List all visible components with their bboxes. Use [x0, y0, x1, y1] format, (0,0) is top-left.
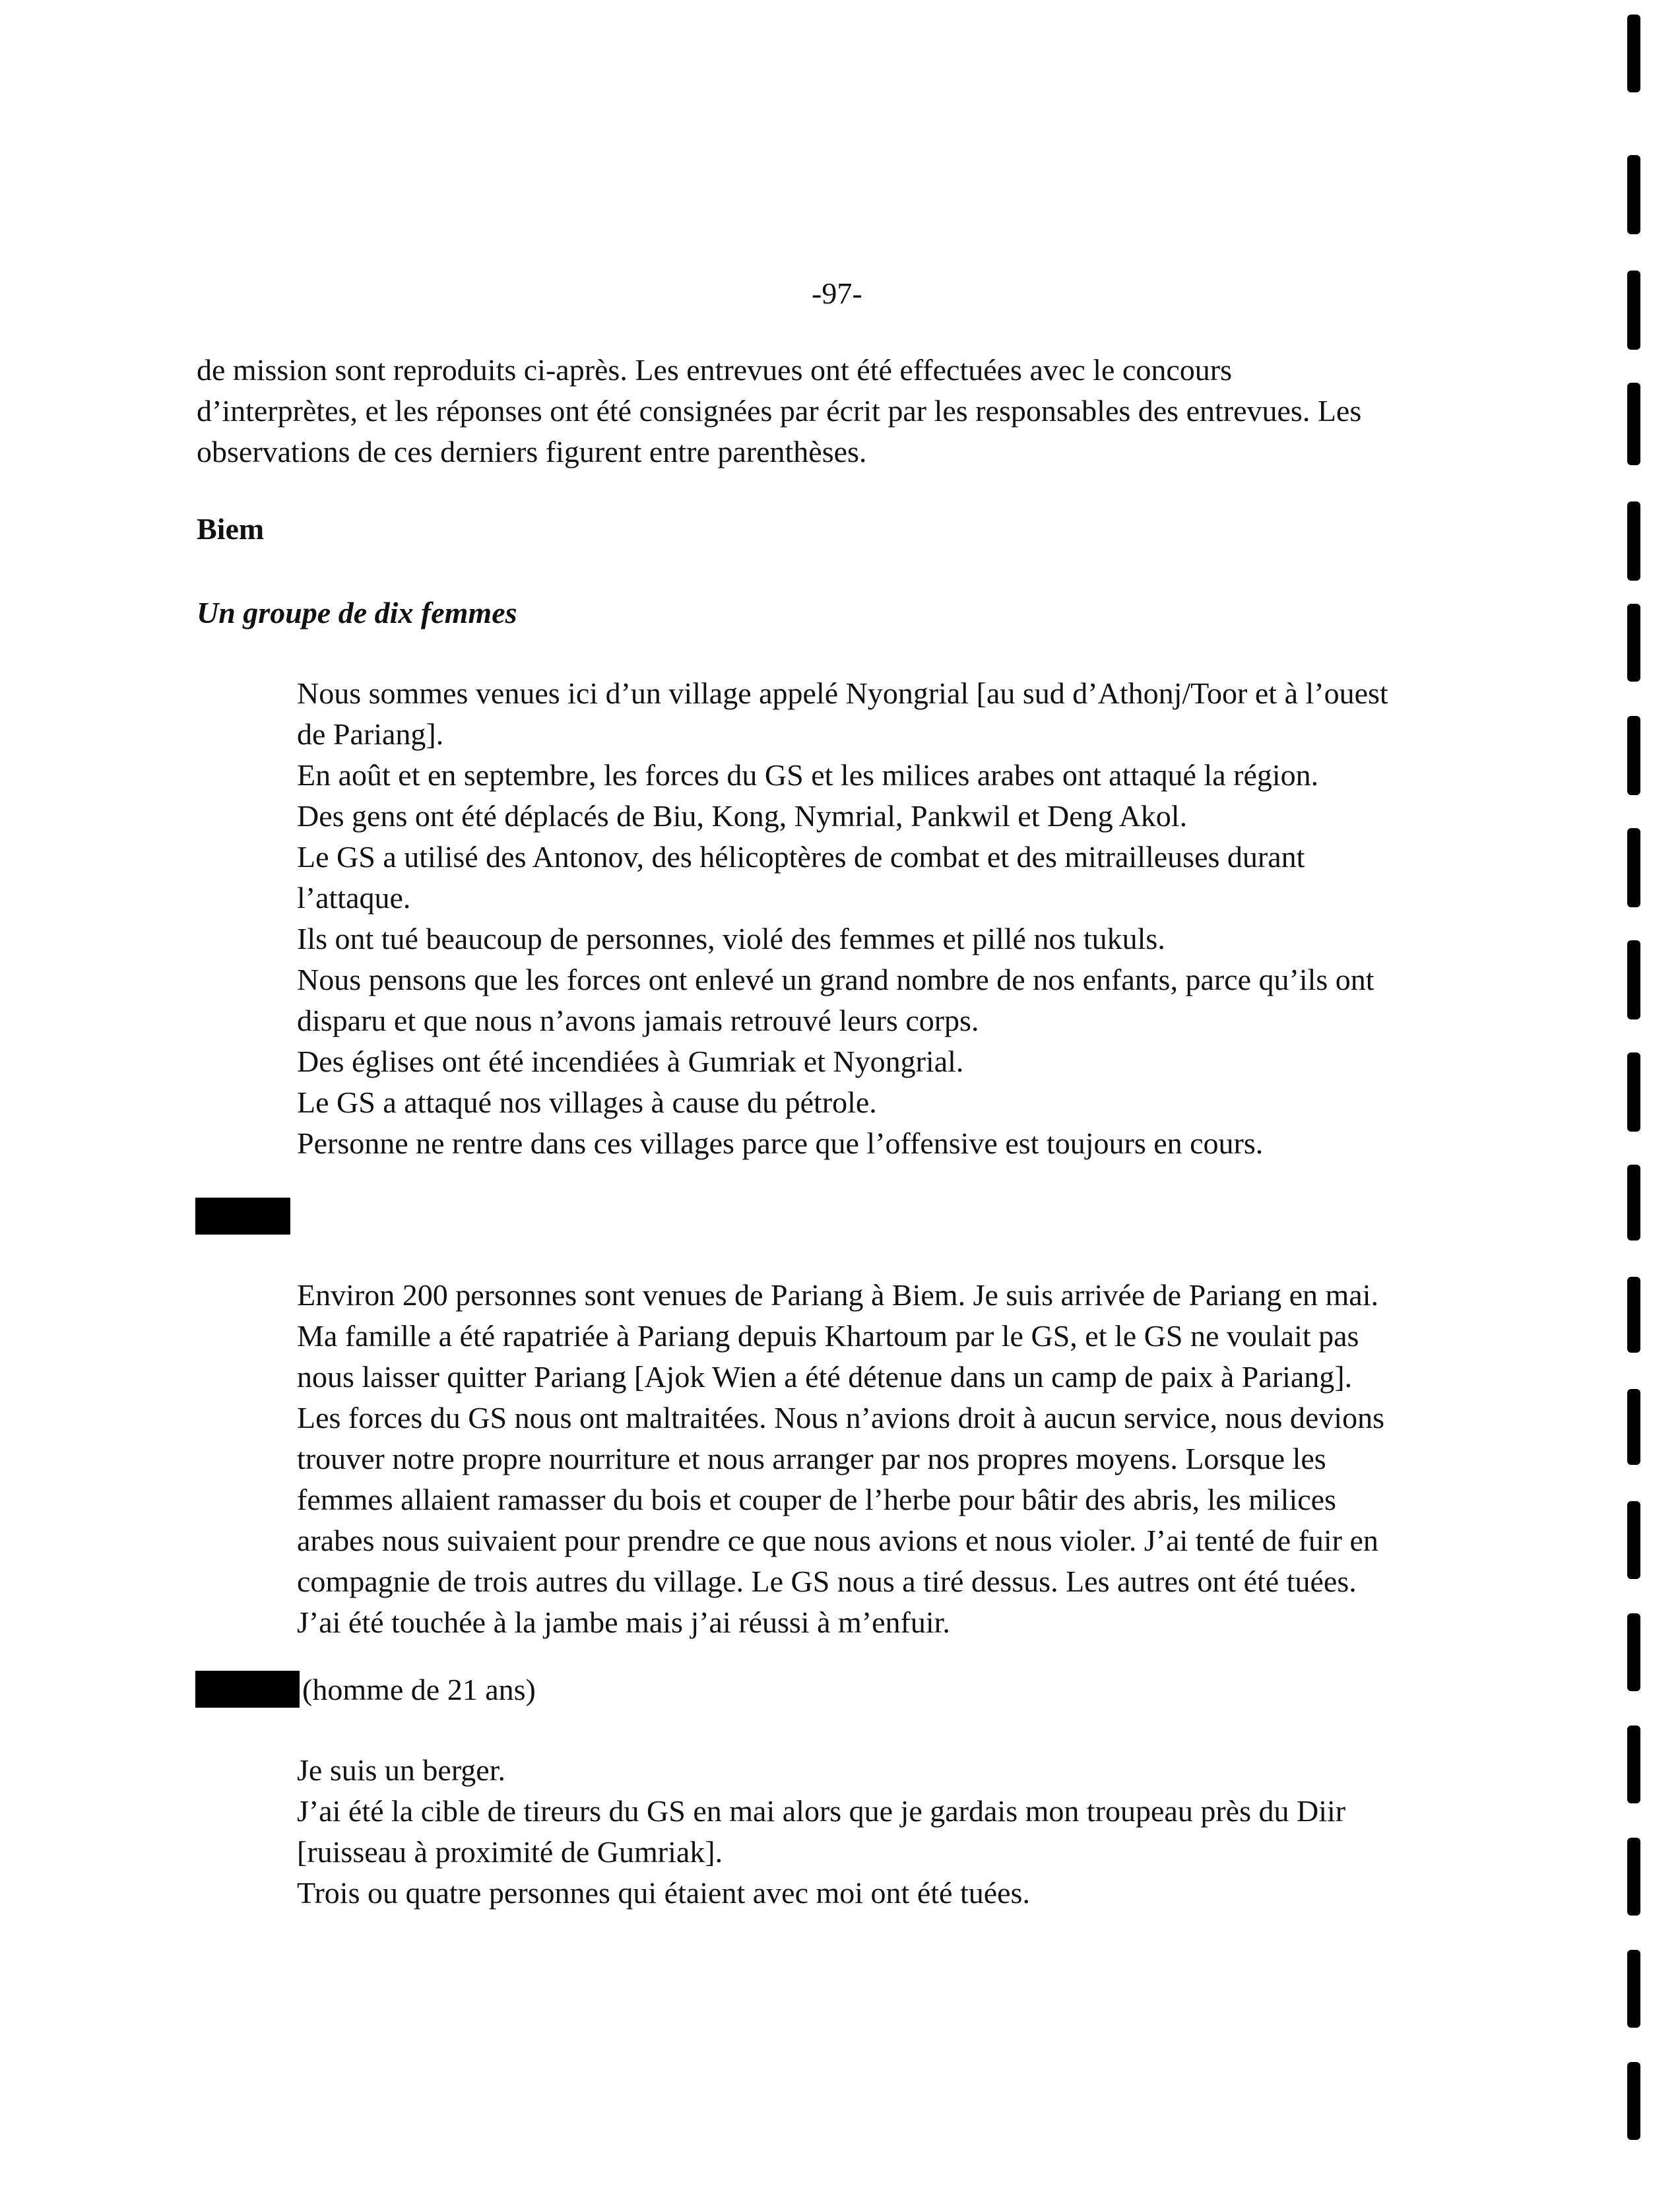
testimony-line: Des églises ont été incendiées à Gumriak et Nyongrial.: [297, 1045, 964, 1078]
binding-mark: [1627, 1613, 1640, 1691]
testimony-shepherd: [297, 1750, 1491, 1914]
binding-mark: [1627, 1277, 1640, 1353]
redacted-name: [195, 1198, 290, 1235]
testimony-line: Les forces du GS nous ont maltraitées. Nous n’avions droit à aucun service, nous devions: [297, 1401, 1384, 1435]
testimony-line: arabes nous suivaient pour prendre ce que nous avions et nous violer. J’ai tenté de fuir en: [297, 1524, 1378, 1557]
testimony-line: femmes allaient ramasser du bois et couper de l’herbe pour bâtir des abris, les milices: [297, 1483, 1336, 1516]
intro-line: d’interprètes, et les réponses ont été consignées par écrit par les responsables des entrevues. Les: [197, 394, 1362, 428]
testimony-line: [ruisseau à proximité de Gumriak].: [297, 1835, 723, 1869]
testimony-line: de Pariang].: [297, 717, 444, 751]
binding-mark: [1627, 1501, 1640, 1579]
intro-paragraph: [197, 350, 1503, 472]
testimony-line: l’attaque.: [297, 881, 411, 915]
binding-mark: [1627, 716, 1640, 795]
group-heading: Un groupe de dix femmes: [197, 596, 517, 629]
speaker-description: (homme de 21 ans): [302, 1672, 536, 1706]
binding-mark: [1627, 271, 1640, 350]
section-heading: Biem: [197, 512, 265, 546]
testimony-women-group: [297, 673, 1491, 1164]
binding-mark: [1627, 15, 1640, 92]
testimony-line: Ma famille a été rapatriée à Pariang depuis Khartoum par le GS, et le GS ne voulait pas: [297, 1319, 1359, 1353]
intro-line: observations de ces derniers figurent entre parenthèses.: [197, 435, 867, 468]
testimony-line: Ils ont tué beaucoup de personnes, violé des femmes et pillé nos tukuls.: [297, 922, 1165, 955]
testimony-line: Je suis un berger.: [297, 1753, 506, 1787]
intro-line: de mission sont reproduits ci-après. Les entrevues ont été effectuées avec le concours: [197, 353, 1232, 387]
binding-mark: [1627, 1052, 1640, 1132]
binding-mark: [1627, 1838, 1640, 1916]
binding-mark: [1627, 828, 1640, 907]
binding-mark: [1627, 1950, 1640, 2028]
binding-mark: [1627, 501, 1640, 581]
scan-binding-marks: [1588, 0, 1680, 2194]
testimony-line: Trois ou quatre personnes qui étaient avec moi ont été tuées.: [297, 1876, 1030, 1910]
testimony-line: J’ai été la cible de tireurs du GS en mai alors que je gardais mon troupeau près du Diir: [297, 1794, 1346, 1828]
page-number: -97-: [812, 276, 862, 310]
testimony-line: nous laisser quitter Pariang [Ajok Wien a été détenue dans un camp de paix à Pariang].: [297, 1360, 1353, 1394]
testimony-line: Nous sommes venues ici d’un village appelé Nyongrial [au sud d’Athonj/Toor et à l’ouest: [297, 676, 1388, 710]
testimony-line: En août et en septembre, les forces du GS et les milices arabes ont attaqué la région.: [297, 758, 1319, 792]
binding-mark: [1627, 940, 1640, 1019]
binding-mark: [1627, 155, 1640, 234]
testimony-line: Le GS a utilisé des Antonov, des hélicoptères de combat et des mitrailleuses durant: [297, 840, 1305, 874]
testimony-line: Nous pensons que les forces ont enlevé un grand nombre de nos enfants, parce qu’ils ont: [297, 963, 1374, 996]
binding-mark: [1627, 1389, 1640, 1465]
speaker-heading: [195, 1671, 536, 1708]
testimony-line: Personne ne rentre dans ces villages parce que l’offensive est toujours en cours.: [297, 1126, 1264, 1160]
testimony-line: trouver notre propre nourriture et nous arranger par nos propres moyens. Lorsque les: [297, 1442, 1326, 1475]
testimony-pariang-woman: [297, 1275, 1471, 1643]
binding-mark: [1627, 383, 1640, 465]
binding-mark: [1627, 2062, 1640, 2140]
testimony-line: compagnie de trois autres du village. Le GS nous a tiré dessus. Les autres ont été tuées.: [297, 1565, 1357, 1598]
redacted-name: [195, 1671, 300, 1708]
binding-mark: [1627, 604, 1640, 682]
testimony-line: Des gens ont été déplacés de Biu, Kong, Nymrial, Pankwil et Deng Akol.: [297, 799, 1188, 833]
binding-mark: [1627, 1165, 1640, 1241]
testimony-line: Le GS a attaqué nos villages à cause du pétrole.: [297, 1085, 877, 1119]
testimony-line: J’ai été touchée à la jambe mais j’ai réussi à m’enfuir.: [297, 1605, 950, 1639]
testimony-line: disparu et que nous n’avons jamais retrouvé leurs corps.: [297, 1004, 979, 1037]
binding-mark: [1627, 1726, 1640, 1803]
testimony-line: Environ 200 personnes sont venues de Pariang à Biem. Je suis arrivée de Pariang en mai.: [297, 1278, 1378, 1312]
